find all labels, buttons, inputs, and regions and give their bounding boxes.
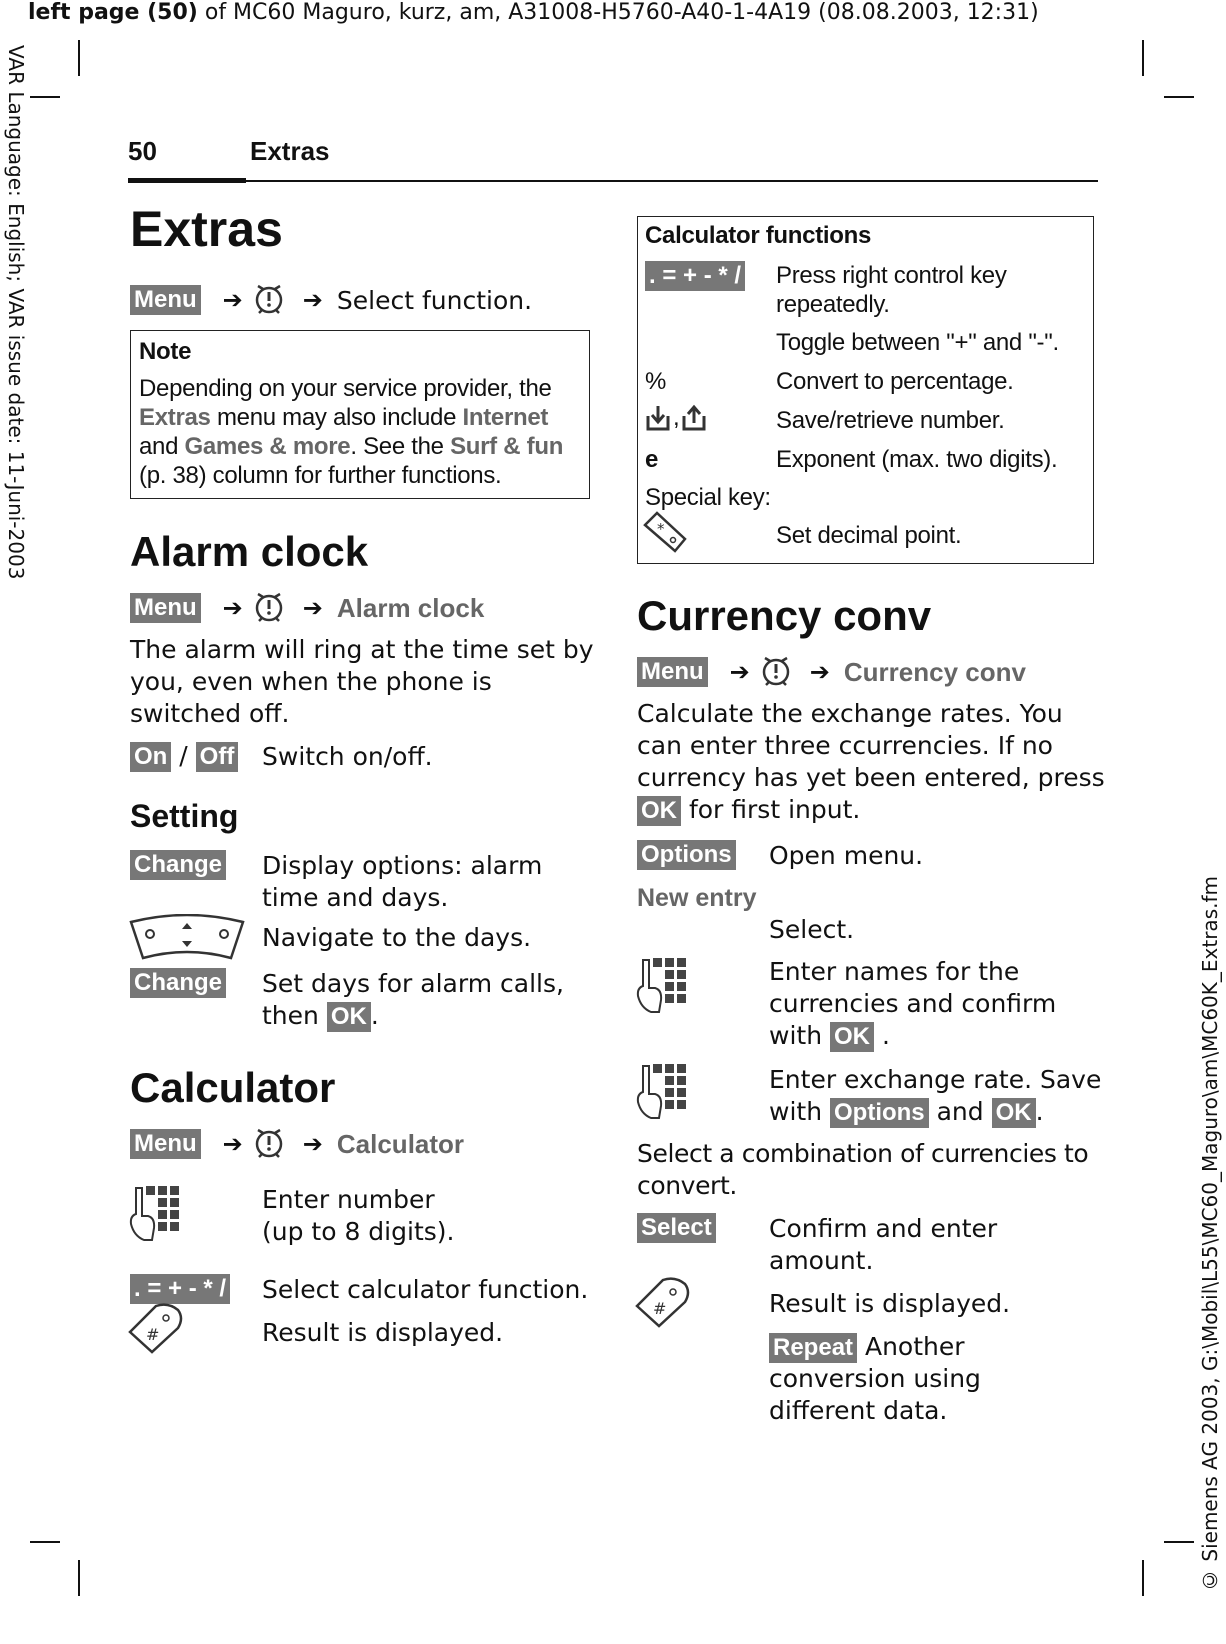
calc-functions-title: Calculator functions <box>645 222 872 249</box>
save-icon <box>645 404 671 432</box>
extras-nav-path <box>130 280 532 320</box>
header-rule-thick <box>128 178 246 183</box>
on-off-text: Switch on/off. <box>262 742 433 771</box>
text-fragment: . <box>370 1001 379 1030</box>
set-days-text <box>262 968 564 1032</box>
text-fragment: . <box>874 1021 890 1050</box>
select-key <box>637 1213 716 1243</box>
currency-description <box>637 698 1105 826</box>
running-header: Extras <box>250 136 330 166</box>
arrow-icon: ➔ <box>302 286 323 314</box>
text-line <box>769 1096 1101 1128</box>
text-line: time and days. <box>262 883 449 912</box>
arrow-icon: ➔ <box>222 594 243 622</box>
select-key-label: Select <box>637 1213 716 1243</box>
text-fragment: with <box>769 1097 830 1126</box>
comma-separator: , <box>673 404 680 431</box>
menu-key: Menu <box>130 1129 201 1159</box>
alarm-clock-icon <box>756 652 796 692</box>
text-line: Enter number <box>262 1185 435 1214</box>
alarm-clock-heading: Alarm clock <box>130 528 369 575</box>
enter-names-text <box>769 956 1056 1052</box>
alarm-clock-icon <box>249 588 289 628</box>
extras-nav-text: Select function. <box>336 285 533 315</box>
games-link: Games & more <box>184 433 351 460</box>
text-line: Display options: alarm <box>262 851 543 880</box>
arrow-icon: ➔ <box>302 594 323 622</box>
calc-keys-label: . = + - * / <box>130 1274 230 1304</box>
extras-link: Extras <box>139 404 211 431</box>
text-fragment: and <box>928 1097 992 1126</box>
on-key: On <box>130 742 171 772</box>
hash-key-icon <box>635 1276 693 1328</box>
repeat-key: Repeat <box>769 1333 857 1363</box>
star-key-icon <box>643 511 687 553</box>
arrow-icon: ➔ <box>729 658 750 686</box>
calc-fn-row-1 <box>776 261 1007 319</box>
arrow-icon: ➔ <box>302 1130 323 1158</box>
crop-mark <box>1142 40 1144 76</box>
result-displayed-text: Result is displayed. <box>262 1318 504 1347</box>
text-line: can enter three ccurrencies. If no <box>637 731 1053 760</box>
off-key: Off <box>196 742 239 772</box>
menu-key: Menu <box>130 285 201 315</box>
alarm-desc-line: The alarm will ring at the time set by <box>130 635 594 664</box>
text-line: repeatedly. <box>776 291 890 318</box>
options-key-inline: Options <box>830 1098 929 1128</box>
text-fragment: . <box>1035 1097 1044 1126</box>
arrow-icon: ➔ <box>809 658 830 686</box>
file-info-page: left page (50) <box>28 0 198 25</box>
calc-keys-label: . = + - * / <box>645 261 745 291</box>
calculator-heading: Calculator <box>130 1064 336 1111</box>
crop-mark <box>78 1560 80 1596</box>
note-text: menu may also include <box>210 404 463 431</box>
alarm-clock-icon <box>249 280 289 320</box>
note-box <box>130 330 590 499</box>
text-line: Enter names for the <box>769 957 1020 986</box>
text-line: Select a combination of currencies to <box>637 1139 1089 1168</box>
alarm-nav-path <box>130 588 484 628</box>
retrieve-icon <box>681 404 707 432</box>
change-key-label: Change <box>130 968 226 998</box>
text-line: conversion using <box>769 1364 981 1393</box>
note-line-3 <box>139 432 563 461</box>
text-line: Confirm and enter <box>769 1214 998 1243</box>
text-line: Enter exchange rate. Save <box>769 1065 1102 1094</box>
crop-mark <box>1164 1541 1194 1543</box>
select-text: Select. <box>769 915 855 944</box>
alarm-description <box>130 634 594 730</box>
note-title: Note <box>139 338 192 365</box>
alarm-nav-text: Alarm clock <box>336 592 485 623</box>
crop-mark <box>1142 1560 1144 1596</box>
ok-key: OK <box>637 796 681 826</box>
alarm-desc-line: you, even when the phone is <box>130 667 492 696</box>
calc-keys-row-label <box>645 261 745 291</box>
note-text: . See the <box>350 433 451 460</box>
text-fragment: for first input. <box>681 795 861 824</box>
calc-function-key <box>130 1274 230 1304</box>
svg-text:*: * <box>657 520 665 538</box>
keypad-icon <box>128 1184 186 1244</box>
select-calc-function-text: Select calculator function. <box>262 1275 589 1304</box>
side-copyright-info: © Siemens AG 2003, G:\Mobil\L55\MC60_Maguro\am\MC60K_Extras.fm <box>1198 876 1222 1592</box>
svg-text:#: # <box>653 1299 667 1318</box>
svg-text:#: # <box>146 1325 160 1344</box>
keypad-icon <box>635 956 693 1016</box>
menu-key: Menu <box>130 593 201 623</box>
calc-fn-row-5: Exponent (max. two digits). <box>776 446 1058 473</box>
text-line: amount. <box>769 1246 874 1275</box>
text-fragment: then <box>262 1001 327 1030</box>
surf-fun-link: Surf & fun <box>450 433 564 460</box>
on-off-keys <box>130 741 238 772</box>
options-key-label: Options <box>637 840 736 870</box>
keypad-icon <box>635 1062 693 1122</box>
enter-number-text <box>262 1184 454 1248</box>
crop-mark <box>1164 96 1194 98</box>
save-retrieve-icons <box>645 403 707 432</box>
text-line: different data. <box>769 1396 948 1425</box>
crop-mark <box>30 96 60 98</box>
calculator-functions-box <box>637 216 1094 564</box>
calculator-nav-path <box>130 1124 464 1164</box>
currency-nav-path <box>637 652 1026 692</box>
text-line: (up to 8 digits). <box>262 1217 455 1246</box>
text-line: Calculate the exchange rates. You <box>637 699 1063 728</box>
calculator-nav-text: Calculator <box>336 1128 465 1159</box>
navigate-days-text: Navigate to the days. <box>262 923 532 952</box>
text-line <box>637 794 1105 826</box>
text-line: currencies and confirm <box>769 989 1057 1018</box>
note-line-1: Depending on your service provider, the <box>139 375 552 402</box>
text-line <box>769 1020 1056 1052</box>
ok-key: OK <box>992 1098 1036 1128</box>
file-info-rest: of MC60 Maguro, kurz, am, A31008-H5760-A40-1-4A19 (08.08.2003, 12:31) <box>197 0 1039 25</box>
text-line: currency has yet been entered, press <box>637 763 1105 792</box>
currency-conv-heading: Currency conv <box>637 592 932 639</box>
alarm-desc-line: switched off. <box>130 699 290 728</box>
special-key-label: Special key: <box>645 484 771 511</box>
enter-rate-text <box>769 1064 1101 1128</box>
text-fragment: Another <box>857 1332 965 1361</box>
confirm-amount-text <box>769 1213 997 1277</box>
arrow-icon: ➔ <box>222 1130 243 1158</box>
crop-mark <box>30 1541 60 1543</box>
calc-fn-row-2: Toggle between "+" and "-". <box>776 329 1059 356</box>
repeat-text <box>769 1331 981 1427</box>
note-text: and <box>139 433 185 460</box>
note-line-4: (p. 38) column for further functions. <box>139 462 502 489</box>
internet-link: Internet <box>462 404 549 431</box>
new-entry-label: New entry <box>637 884 757 912</box>
note-line-2 <box>139 403 548 432</box>
extras-heading: Extras <box>130 201 283 257</box>
text-line: Set days for alarm calls, <box>262 969 564 998</box>
combination-text <box>637 1138 1088 1202</box>
page-number: 50 <box>128 136 157 166</box>
text-line: Press right control key <box>776 262 1007 289</box>
file-info-line <box>28 0 1039 25</box>
text-fragment: with <box>769 1021 830 1050</box>
crop-mark <box>78 40 80 76</box>
calc-fn-row-4: Save/retrieve number. <box>776 407 1005 434</box>
calc-fn-row-3: Convert to percentage. <box>776 368 1014 395</box>
navigation-key-icon <box>128 914 246 962</box>
hash-key-icon <box>128 1302 186 1354</box>
currency-nav-text: Currency conv <box>843 656 1026 687</box>
arrow-icon: ➔ <box>222 286 243 314</box>
change-display-text <box>262 850 542 914</box>
open-menu-text: Open menu. <box>769 841 924 870</box>
menu-key: Menu <box>637 657 708 687</box>
calc-fn-row-7: Set decimal point. <box>776 522 962 549</box>
ok-key: OK <box>830 1022 874 1052</box>
text-line: convert. <box>637 1171 737 1200</box>
ok-key: OK <box>327 1002 371 1032</box>
setting-heading: Setting <box>130 798 239 834</box>
options-key <box>637 840 736 870</box>
currency-result-text: Result is displayed. <box>769 1289 1011 1318</box>
change-key <box>130 968 226 998</box>
slash-separator: / <box>171 741 196 770</box>
side-language-info: VAR Language: English; VAR issue date: 11-Juni-2003 <box>4 45 28 580</box>
change-key <box>130 850 226 880</box>
percent-label: % <box>645 368 667 395</box>
text-line <box>262 1000 564 1032</box>
exponent-label: e <box>645 446 659 473</box>
change-key-label: Change <box>130 850 226 880</box>
alarm-clock-icon <box>249 1124 289 1164</box>
header-rule <box>128 180 1098 182</box>
text-line <box>769 1331 981 1363</box>
